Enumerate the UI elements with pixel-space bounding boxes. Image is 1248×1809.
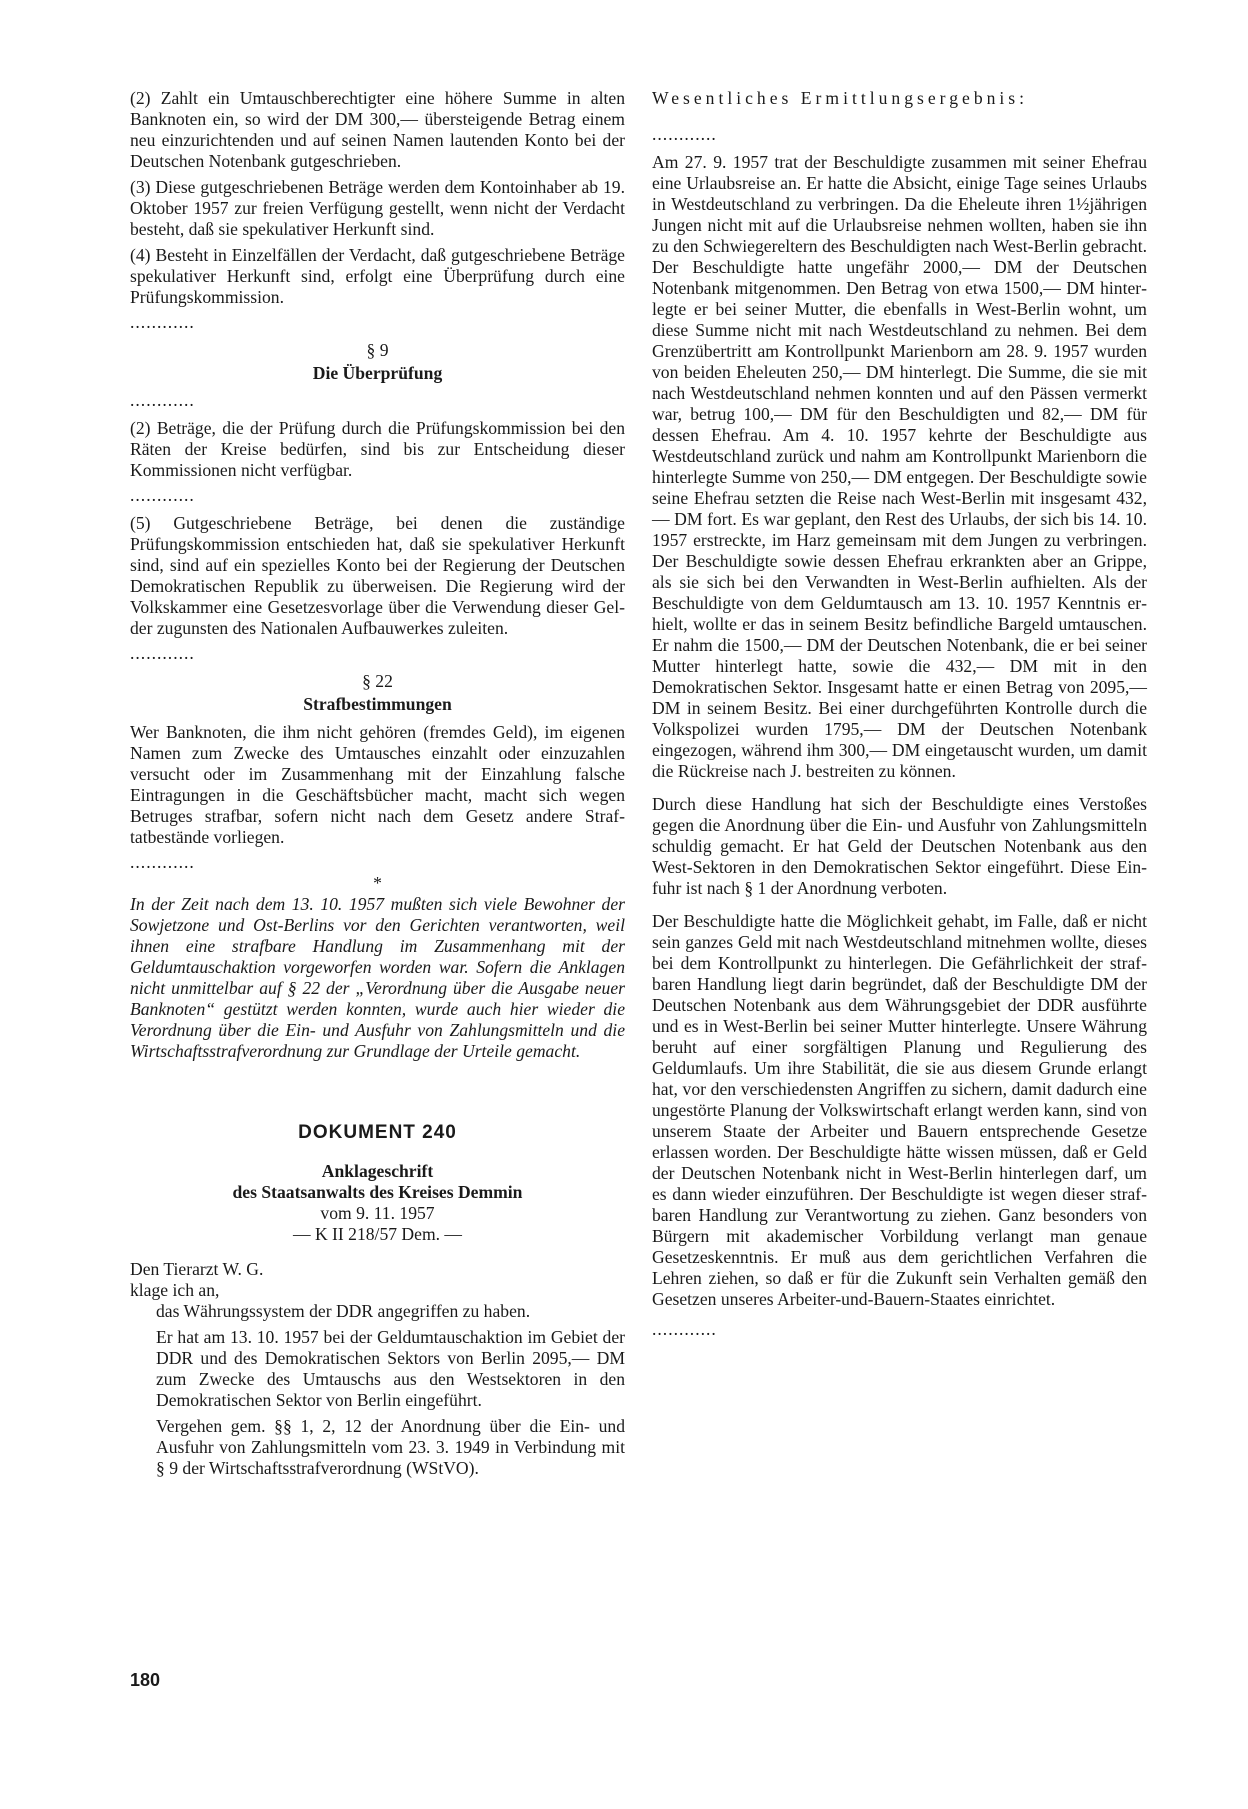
document-title: Anklageschrift [321,1161,434,1181]
section-title-ueberpruefung: Die Überprüfung [312,363,443,383]
findings-violation: Durch diese Handlung hat sich der Beschuldigte eines Verstoßes gegen die Anordnung über die Ein- und Ausfuhr von Zahlungsmitteln schuldig gemacht. Er hat Geld der Deutschen Notenbank aus den West-Sektoren in den Demokratischen Sektor eingeführt. Diese Einfuhr ist nach § 1 der Anordnung verboten. [652,794,1147,898]
paragraph-5-gutgeschriebene: (5) Gutgeschriebene Beträge, bei denen die zuständige Prüfungskommission entschieden hat, daß sie spekulativer Herkunft sind, sind auf ein spezielles Konto bei der Regierung der Deutschen Demokratischen Republik zu überweisen. Die Regierung wird der Volkskammer eine Gesetzesvorlage über die Verwendung dieser Gelder zugunsten des Nationalen Aufbauwerkes zuleiten. [130,513,625,638]
left-column [130,88,625,1484]
document-label: DOKUMENT 240 [298,1122,457,1143]
document-date: vom 9. 11. 1957 [320,1203,435,1223]
charge-facts: Er hat am 13. 10. 1957 bei der Geldumtauschaktion im Gebiet der DDR und des Demokratischen Sektors von Berlin 2095,— DM zum Zwecke des Umtauschs aus den Westsektoren in den Demokratischen Sektor von Berlin eingeführt. [156,1327,625,1410]
document-reference: — K II 218/57 Dem. — [292,1224,463,1244]
charge-legal-basis: Vergehen gem. §§ 1, 2, 12 der Anordnung über die Ein- und Ausfuhr von Zahlungsmitteln vom 23. 3. 1949 in Verbindung mit § 9 der Wirtschaftsstrafverordnung (WStVO). [156,1416,625,1478]
ellipsis-dots: ............ [130,390,195,410]
ellipsis-dots: ............ [130,852,195,872]
section-title-strafbestimmungen: Strafbestimmungen [303,694,452,714]
charge-intro: klage ich an, [130,1280,220,1300]
findings-heading: Wesentliches Ermittlungsergebnis: [652,88,1029,108]
paragraph-4-besteht: (4) Besteht in Einzelfällen der Verdacht, daß gutgeschriebene Beträge spekulativer Herkunft sind, erfolgt eine Überprüfung durch eine Prüfungskommission. [130,245,625,307]
paragraph-3-diese: (3) Diese gutgeschriebenen Beträge werden dem Kontoinhaber ab 19. Oktober 1957 zur freien Verfügung gestellt, wenn nicht der Verdacht besteht, daß sie spekulativer Herkunft sind. [130,177,625,239]
paragraph-2-zahlt: (2) Zahlt ein Umtauschberechtigter eine höhere Summe in alten Banknoten ein, so wird der DM 300,— übersteigende Betrag einem neu einzurichtenden und auf seinen Namen lautenden Konto bei der Deutschen Notenbank gutgeschrieben. [130,88,625,171]
findings-assessment: Der Beschuldigte hatte die Möglichkeit gehabt, im Falle, daß er nicht sein ganzes Geld mit nach Westdeutschland mitnehmen wollte, dieses bei dem Kontrollpunkt zu hinterlegen. Die Gefährlichkeit der strafbaren Handlung liegt darin begründet, daß der Beschuldigte DM der Deutschen Notenbank aus dem Währungsgebiet der DDR ausführte und es in West-Berlin bei seiner Mutter hinterlegte. Unsere Währung beruht auf einer sorgfältigen Planung und Regulierung des Geldumlaufs. Um ihre Stabilität, die sie aus diesem Grunde erlangt hat, vor den verschiedensten Angriffen zu sichern, damit dadurch eine ungestörte Planung der Volkswirtschaft erlangt werden kann, sind von unserem Staate der Arbeiter und Bauern entsprechende Gesetze erlassen worden. Der Beschuldigte hätte wissen müssen, daß er Geld der Deutschen Notenbank nicht in West-Berlin hinterlegen darf, um es dann wieder einzuführen. Der Beschuldigte ist wegen dieser strafbaren Handlung zur Verantwortung zu ziehen. Ganz besonders von Bürgern mit akademischer Vorbildung verlangt man genaue Gesetzeskenntnis. Er muß aus dem gerichtlichen Verfahren die Lehren ziehen, so daß er für die Zukunft sein Verhalten gemäß den Gesetzen unseres Arbeiter-und-Bauern-Staates einrichtet. [652,911,1147,1309]
document-subtitle: des Staatsanwalts des Kreises Demmin [232,1182,523,1202]
asterisk-separator: * [373,873,382,893]
ellipsis-dots: ............ [130,312,195,332]
findings-narrative: Am 27. 9. 1957 trat der Beschuldigte zusammen mit seiner Ehefrau eine Urlaubsreise an. Er hatte die Absicht, einige Tage seines Urlaubs in Westdeutschland zu verbringen. Da die Eheleute ihren 1½jährigen Jungen nicht mit auf die Urlaubsreise nehmen wollten, haben sie ihn zu den Schwiegereltern des Beschuldigten nach West-Berlin gebracht. Der Beschuldigte hatte ungefähr 2000,— DM der Deutschen Notenbank mitgenommen. Den Betrag von etwa 1500,— DM hinterlegte er bei seiner Mutter, die ebenfalls in West-Berlin wohnt, um diese Summe nicht mit nach Westdeutschland zu nehmen. Bei dem Grenzübertritt am Kontrollpunkt Marienborn am 28. 9. 1957 wurden von beiden Eheleuten 250,— DM hinterlegt. Die Summe, die sie mit nach Westdeutschland nehmen konnten und auf den Pässen vermerkt war, betrug 100,— DM für den Beschuldigten und 82,— DM für dessen Ehefrau. Am 4. 10. 1957 kehrte der Beschuldigte aus Westdeutschland zurück und nahm am Kontrollpunkt Marienborn die hinterlegte Summe von 250,— DM entgegen. Der Beschuldigte sowie seine Ehefrau setzten die Reise nach West-Berlin mit insgesamt 432,— DM fort. Es war geplant, den Rest des Urlaubs, der sich bis 14. 10. 1957 erstreckte, im Harz gemeinsam mit dem Jungen zu verbringen. Der Beschuldigte sowie dessen Ehefrau erkrankten aber an Grippe, als sie sich bei den Verwandten in West-Berlin aufhielten. Als der Beschuldigte von dem Geldumtausch am 13. 10. 1957 Kenntnis erhielt, wollte er das in seinem Besitz befindliche Bargeld umtauschen. Er nahm die 1500,— DM der Deutschen Notenbank, die er bei seiner Mutter hinterlegt hatte, sowie die 432,— DM mit in den Demokratischen Sektor. Insgesamt hatte er einen Betrag von 2095,— DM in seinem Besitz. Bei einer durchgeführten Kontrolle durch die Volkspolizei wurden 1795,— DM der Deutschen Notenbank eingezogen, während ihm 300,— DM eingetauscht wurden, um damit die Rückreise nach J. bestreiten zu können. [652,152,1147,781]
page-number: 180 [130,1670,161,1690]
right-column [652,88,1147,1347]
paragraph-2-betraege: (2) Beträge, die der Prüfung durch die Prüfungskommission bei den Räten der Kreise bedürfen, sind bis zur Entscheidung dieser Kommissionen nicht verfügbar. [130,418,625,480]
editorial-commentary: In der Zeit nach dem 13. 10. 1957 mußten sich viele Bewohner der Sowjetzone und Ost-Berlins vor den Gerichten verantworten, weil ihnen eine strafbare Handlung im Zusammenhang mit der Geldumtauschaktion vorgeworfen worden war. Sofern die Anklagen nicht unmittelbar auf § 22 der „Verordnung über die Ausgabe neuer Banknoten“ gestützt werden konnten, wurde auch hier wieder die Verordnung über die Ein- und Ausfuhr von Zahlungsmitteln und die Wirtschaftsstrafverordnung zur Grundlage der Urteile gemacht. [130,894,625,1061]
section-number-22: § 22 [362,671,393,691]
ellipsis-dots: ............ [130,643,195,663]
ellipsis-dots: ............ [652,1319,717,1339]
section-number-9: § 9 [366,340,389,360]
paragraph-wer-banknoten: Wer Banknoten, die ihm nicht gehören (fremdes Geld), im eigenen Namen zum Zwecke des Umtausches einzahlt oder einzuzahlen versucht oder im Zusammenhang mit der Einzahlung falsche Eintragungen in die Geschäftsbücher macht, macht sich wegen Betruges strafbar, sofern nicht nach dem Gesetz andere Straftatbestände vorliegen. [130,722,625,847]
ellipsis-dots: ............ [652,124,717,144]
charge-currency-system: das Währungssystem der DDR angegriffen zu haben. [156,1301,531,1321]
addressee-line: Den Tierarzt W. G. [130,1259,264,1279]
ellipsis-dots: ............ [130,485,195,505]
